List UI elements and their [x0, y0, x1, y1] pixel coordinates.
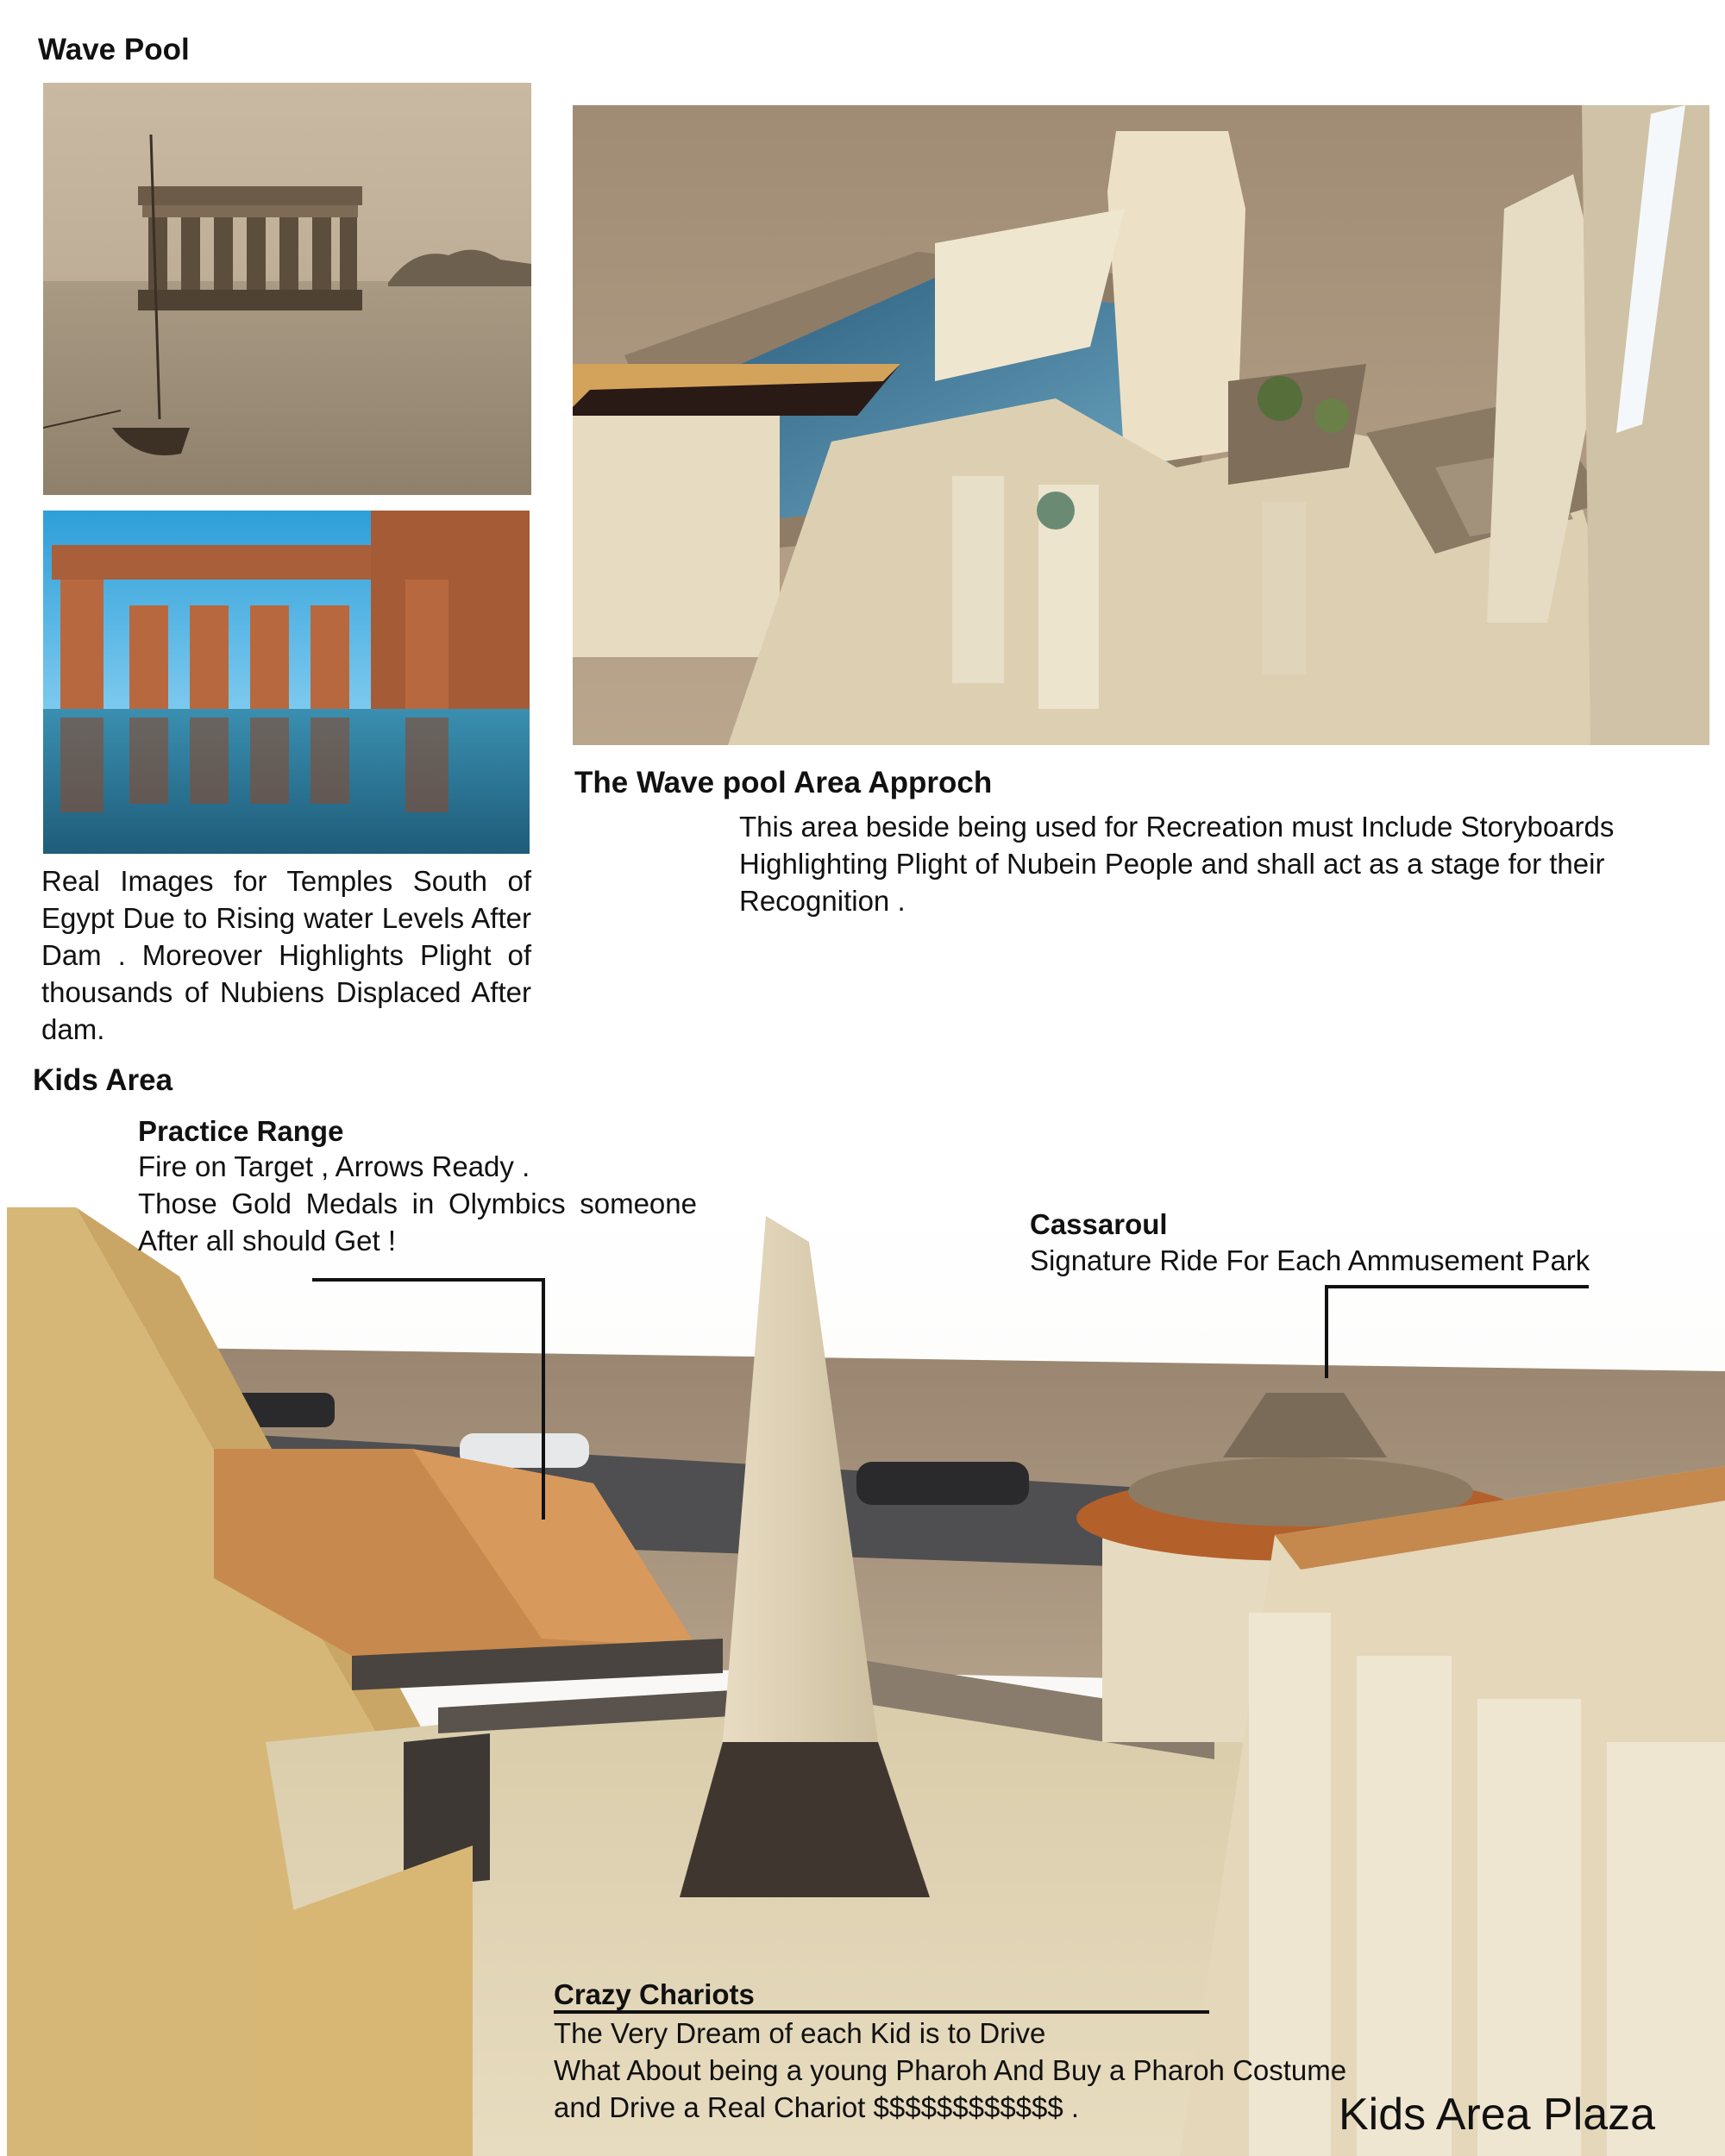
kids-area-plaza-label: Kids Area Plaza — [1339, 2090, 1656, 2140]
temple-flooded-photo — [43, 511, 530, 854]
cassaroul-leader-v — [1325, 1285, 1328, 1378]
kids-area-title: Kids Area — [33, 1063, 173, 1097]
cassaroul-text: Signature Ride For Each Ammusement Park — [1030, 1244, 1590, 1276]
wave-pool-title: Wave Pool — [38, 33, 190, 66]
kids-area-render — [7, 1207, 1725, 2156]
crazy-chariots-leader — [554, 2010, 1209, 2014]
wave-pool-caption: Real Images for Temples South of Egypt Due to Rising water Levels After Dam . Moreover Highlights Plight of thousands of Nubiens Displaced After dam. — [41, 865, 531, 1045]
practice-range-line2: Those Gold Medals in Olymbics someone After all should Get ! — [138, 1188, 697, 1257]
practice-range-leader-h — [312, 1278, 545, 1282]
cassaroul-title: Cassaroul — [1030, 1208, 1168, 1240]
crazy-chariots-line1: The Very Dream of each Kid is to Drive — [554, 2017, 1046, 2049]
wave-pool-render — [573, 105, 1709, 745]
crazy-chariots-line3: and Drive a Real Chariot $$$$$$$$$$$$ . — [554, 2091, 1080, 2123]
temple-sepia-photo — [43, 83, 531, 495]
wave-pool-approach-title: The Wave pool Area Approch — [574, 766, 993, 799]
wave-pool-approach-text: This area beside being used for Recreation must Include Storyboards Highlighting Plight of Nubein People and shall act as a stage for their Recognition . — [739, 811, 1615, 917]
practice-range-line1: Fire on Target , Arrows Ready . — [138, 1150, 530, 1182]
cassaroul-leader-h — [1325, 1285, 1589, 1288]
crazy-chariots-line2: What About being a young Pharoh And Buy a Pharoh Costume — [554, 2054, 1347, 2086]
practice-range-title: Practice Range — [138, 1115, 344, 1147]
crazy-chariots-title: Crazy Chariots — [554, 1978, 755, 2010]
practice-range-leader-v — [542, 1278, 545, 1520]
